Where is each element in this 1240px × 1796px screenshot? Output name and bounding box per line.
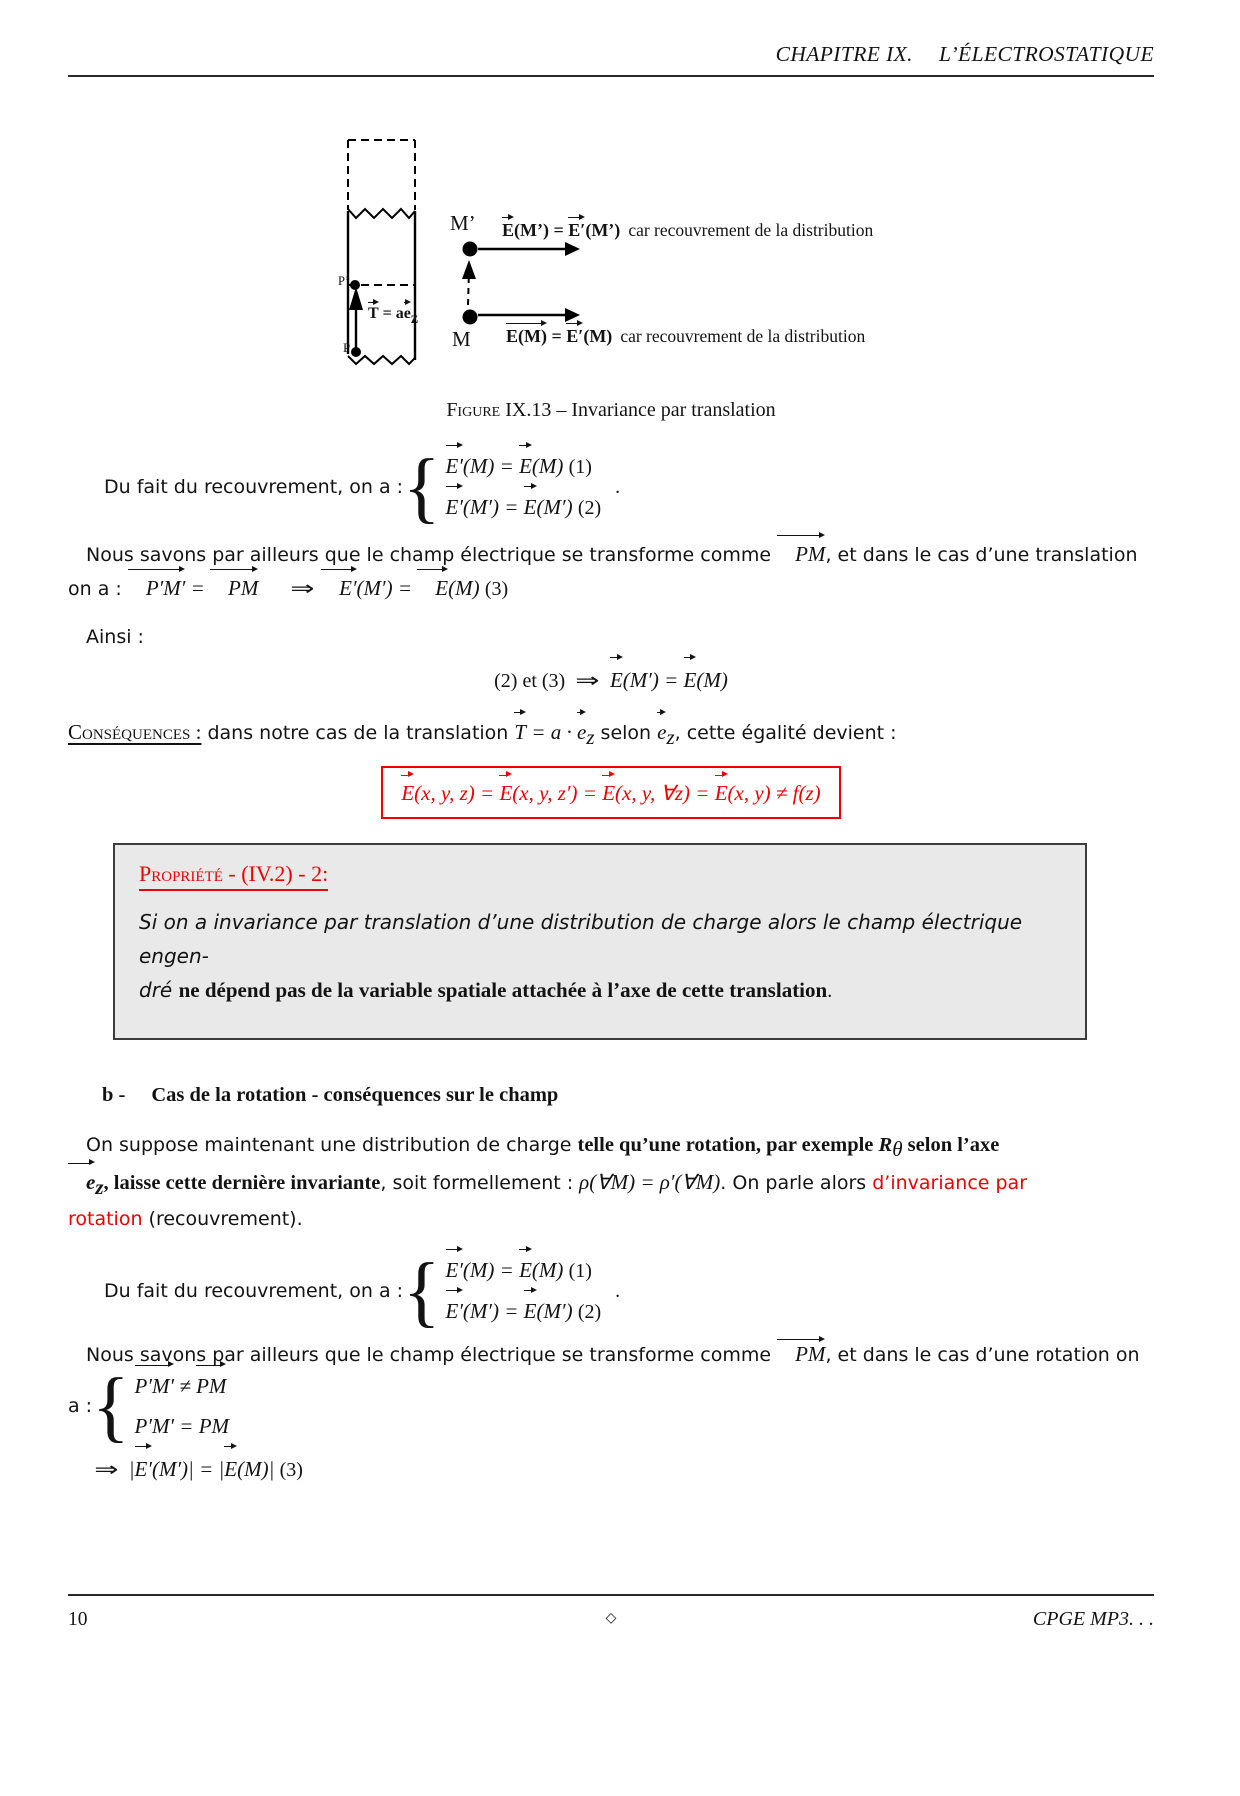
paragraph-nous-savons-rotation <box>68 1342 1154 1367</box>
text-run: = <box>546 326 567 346</box>
line-ainsi <box>86 626 1154 648</box>
chapter-number: CHAPITRE IX. <box>775 42 913 66</box>
point-p <box>351 347 361 357</box>
text-run: e <box>403 305 411 322</box>
text-run: dré <box>139 977 179 1002</box>
boxed-equation-wrap <box>68 766 1154 819</box>
boxed-equation <box>381 766 840 819</box>
text-run: (x, y) ≠ f(z) <box>727 780 821 805</box>
text-run: E′ <box>446 489 463 526</box>
equation-du-fait-rotation <box>104 1246 1154 1336</box>
text-run: telle qu’une rotation, par exemple <box>577 1133 879 1156</box>
system-line <box>446 448 602 485</box>
equation-system <box>403 1246 602 1336</box>
figure-ix-13 <box>340 133 880 373</box>
text-run: dans notre cas de la translation <box>201 722 515 744</box>
text-run: E <box>401 778 414 808</box>
page-header <box>68 42 1154 77</box>
system-brace: { <box>403 1246 441 1336</box>
text-run: E <box>715 778 728 808</box>
equation-system <box>92 1361 230 1451</box>
text-run: z <box>95 1174 104 1199</box>
property-box-title <box>139 861 1061 887</box>
system-brace: { <box>403 442 441 531</box>
text-run: ⇒ <box>290 576 315 600</box>
page-number: 10 <box>68 1609 88 1630</box>
heading-text: Cas de la rotation - conséquences sur le champ <box>151 1083 559 1106</box>
text-run: , laisse cette dernière invariante <box>103 1171 381 1194</box>
text-run: (M’) <box>585 220 621 240</box>
label-m: M <box>452 327 471 351</box>
text-run: e <box>68 1166 95 1199</box>
text-run: E <box>417 572 448 605</box>
text-run: PM <box>196 1368 226 1405</box>
text-run: (M) = <box>462 454 520 478</box>
document-content <box>68 133 1154 1490</box>
page-footer <box>68 1594 1154 1631</box>
section-heading-rotation <box>102 1084 1154 1107</box>
text-run: PM <box>777 1342 825 1367</box>
band-zigzag-bottom <box>348 356 415 364</box>
diamond-icon: ◇ <box>605 1610 617 1626</box>
text-run: , et dans le cas d’une translation <box>825 544 1138 566</box>
text-run: E <box>602 778 615 808</box>
text-run: , soit formellement : <box>380 1171 580 1194</box>
text-run: car recouvrement de la distribution <box>628 220 874 240</box>
text-run: (1) <box>568 456 592 478</box>
text-run: ρ(∀M) = ρ′(∀M) <box>579 1169 721 1194</box>
text-run: , cette égalité devient : <box>674 722 897 744</box>
text-run: e <box>657 715 666 749</box>
m-to-m-prime-head <box>462 260 476 279</box>
text-run: P′M′ <box>135 1368 175 1405</box>
text-run: (M′) = <box>462 1299 524 1324</box>
paragraph-on-suppose <box>68 1129 1154 1237</box>
caption-label: Figure <box>446 399 501 421</box>
text-run: (3) <box>484 578 509 600</box>
text-run: E <box>519 1252 532 1289</box>
text-run: (M) <box>531 1258 569 1283</box>
text-run: Du fait du recouvrement, on a : <box>104 1280 404 1303</box>
text-run: T <box>514 715 526 749</box>
text-run: d’invariance par <box>872 1171 1028 1194</box>
text-run: E <box>524 489 537 526</box>
text-run: selon <box>594 722 658 744</box>
equation-a-system <box>68 1361 1154 1451</box>
text-run: Du fait du recouvrement, on a : <box>104 476 404 498</box>
equation-centered <box>68 660 1154 701</box>
point-m-prime <box>463 242 478 257</box>
system-line <box>135 1368 230 1405</box>
text-run: P′M′ <box>128 572 186 605</box>
text-run: E <box>524 1293 537 1330</box>
system-line <box>446 489 602 526</box>
caption-text: IX.13 – Invariance par translation <box>500 399 776 421</box>
text-run: (x, y, z) = <box>414 780 500 805</box>
equation-system <box>403 442 602 531</box>
chapter-title: L’ÉLECTROSTATIQUE <box>938 42 1154 66</box>
text-run: Si on a invariance par translation d’une distribution de charge alors le champ électrique engen- <box>139 909 1023 968</box>
text-run: z <box>586 724 595 749</box>
system-line <box>446 1293 602 1330</box>
text-run: Conséquences : <box>68 720 202 744</box>
field-equality-m-prime <box>502 220 873 242</box>
text-run: (2) <box>577 497 602 519</box>
text-run: (3) <box>279 1459 303 1482</box>
text-run: (M′) = <box>622 668 684 692</box>
text-run: . <box>615 1279 621 1302</box>
text-run: (M) <box>448 576 485 600</box>
text-run: E <box>224 1449 237 1489</box>
text-run: (M) <box>696 668 728 692</box>
text-run: E′ <box>566 326 584 346</box>
text-run: (M)| <box>237 1457 280 1482</box>
system-line <box>135 1408 230 1445</box>
paragraph-nous-savons-translation <box>68 538 1154 606</box>
text-run: ≠ <box>174 1373 197 1398</box>
translation-arrow-head <box>349 287 363 310</box>
system-line <box>446 1252 602 1289</box>
text-run: E <box>502 220 515 240</box>
label-p-prime: P’ <box>338 274 350 288</box>
text-run: z <box>666 724 675 749</box>
text-run: (M′)| = | <box>151 1457 225 1482</box>
text-run: e <box>577 715 586 749</box>
text-run: (M) = <box>462 1258 520 1283</box>
system-brace: { <box>92 1361 130 1451</box>
text-run: P′M′ = PM <box>134 1414 230 1439</box>
text-run: PM <box>777 538 825 571</box>
text-run: ⇒ <box>575 668 600 692</box>
text-run: θ <box>892 1136 903 1161</box>
text-run: E <box>499 778 512 808</box>
point-m <box>463 310 478 325</box>
equation-du-fait-translation <box>104 442 1154 531</box>
text-run: | <box>128 1457 135 1482</box>
text-run: E′ <box>321 572 356 605</box>
text-run: (recouvrement). <box>142 1208 303 1231</box>
text-run: T <box>368 305 379 322</box>
text-run: On suppose maintenant une distribution de charge <box>86 1133 578 1156</box>
text-run: a : <box>68 1395 93 1418</box>
property-title: Propriété - (IV.2) - 2: <box>139 861 328 891</box>
text-run: E′ <box>446 1293 463 1330</box>
text-run: (M) <box>531 454 569 478</box>
field-arrow-m-prime-head <box>565 242 580 256</box>
text-run: (2) <box>577 1301 602 1324</box>
heading-index: b - <box>102 1083 126 1106</box>
text-run: car recouvrement de la distribution <box>620 326 866 346</box>
text-run: E <box>610 660 623 700</box>
text-run: (M′) <box>536 1299 578 1324</box>
text-run: ne dépend pas de la variable spatiale attachée à l’axe de cette translation <box>178 977 828 1002</box>
text-run: (2) et (3) <box>494 670 566 692</box>
text-run: = <box>185 576 211 600</box>
property-box-body <box>139 905 1061 1008</box>
label-m-prime: M’ <box>450 211 476 235</box>
text-run: on a : <box>68 578 128 600</box>
text-run: (M’) = <box>514 220 569 240</box>
text-run: = a <box>378 305 404 322</box>
text-run: . <box>827 979 833 1002</box>
text-run: ⇒ <box>94 1457 119 1482</box>
text-run: . <box>615 475 621 498</box>
text-run: E′ <box>446 448 463 485</box>
text-run: E <box>519 448 532 485</box>
paragraph-consequences <box>68 715 1154 754</box>
text-run: z <box>410 309 419 327</box>
text-run: PM <box>210 572 258 605</box>
text-run: = a · <box>526 720 577 744</box>
text-run: E(M) <box>506 326 547 346</box>
text-run: E′ <box>135 1449 152 1489</box>
text-run: (M) <box>583 326 613 346</box>
text-run: . On parle alors <box>720 1171 873 1194</box>
band-zigzag-top <box>348 209 415 218</box>
text-run: (M′) = <box>356 576 418 600</box>
text-run: (x, y, z′) = <box>512 780 603 805</box>
field-equality-m <box>506 326 865 348</box>
text-run: rotation <box>68 1208 143 1231</box>
equation-implication <box>84 1449 1154 1490</box>
text-run: selon l’axe <box>902 1133 1000 1156</box>
text-run: Nous savons par ailleurs que le champ électrique se transforme comme <box>86 544 778 566</box>
text-run: Nous savons par ailleurs que le champ électrique se transforme comme <box>86 1344 778 1367</box>
text-run: (x, y, ∀z) = <box>615 780 715 805</box>
text-run: R <box>878 1133 893 1156</box>
text-run: E′ <box>446 1252 463 1289</box>
text-run: E <box>684 660 697 700</box>
band-dashed-top <box>348 140 415 210</box>
footer-right-text: CPGE MP3. . . <box>1032 1608 1154 1630</box>
figure-caption <box>68 399 1154 422</box>
text-run: , et dans le cas d’une rotation on <box>825 1344 1140 1367</box>
property-box <box>113 843 1087 1040</box>
text-run: Ainsi : <box>86 626 144 648</box>
text-run: E′ <box>568 220 586 240</box>
translation-vector-label <box>368 302 418 328</box>
label-p: P <box>343 340 351 355</box>
text-run: (1) <box>568 1260 592 1283</box>
text-run: (M′) = <box>462 495 524 519</box>
text-run: (M′) <box>536 495 578 519</box>
point-p-prime <box>350 280 360 290</box>
